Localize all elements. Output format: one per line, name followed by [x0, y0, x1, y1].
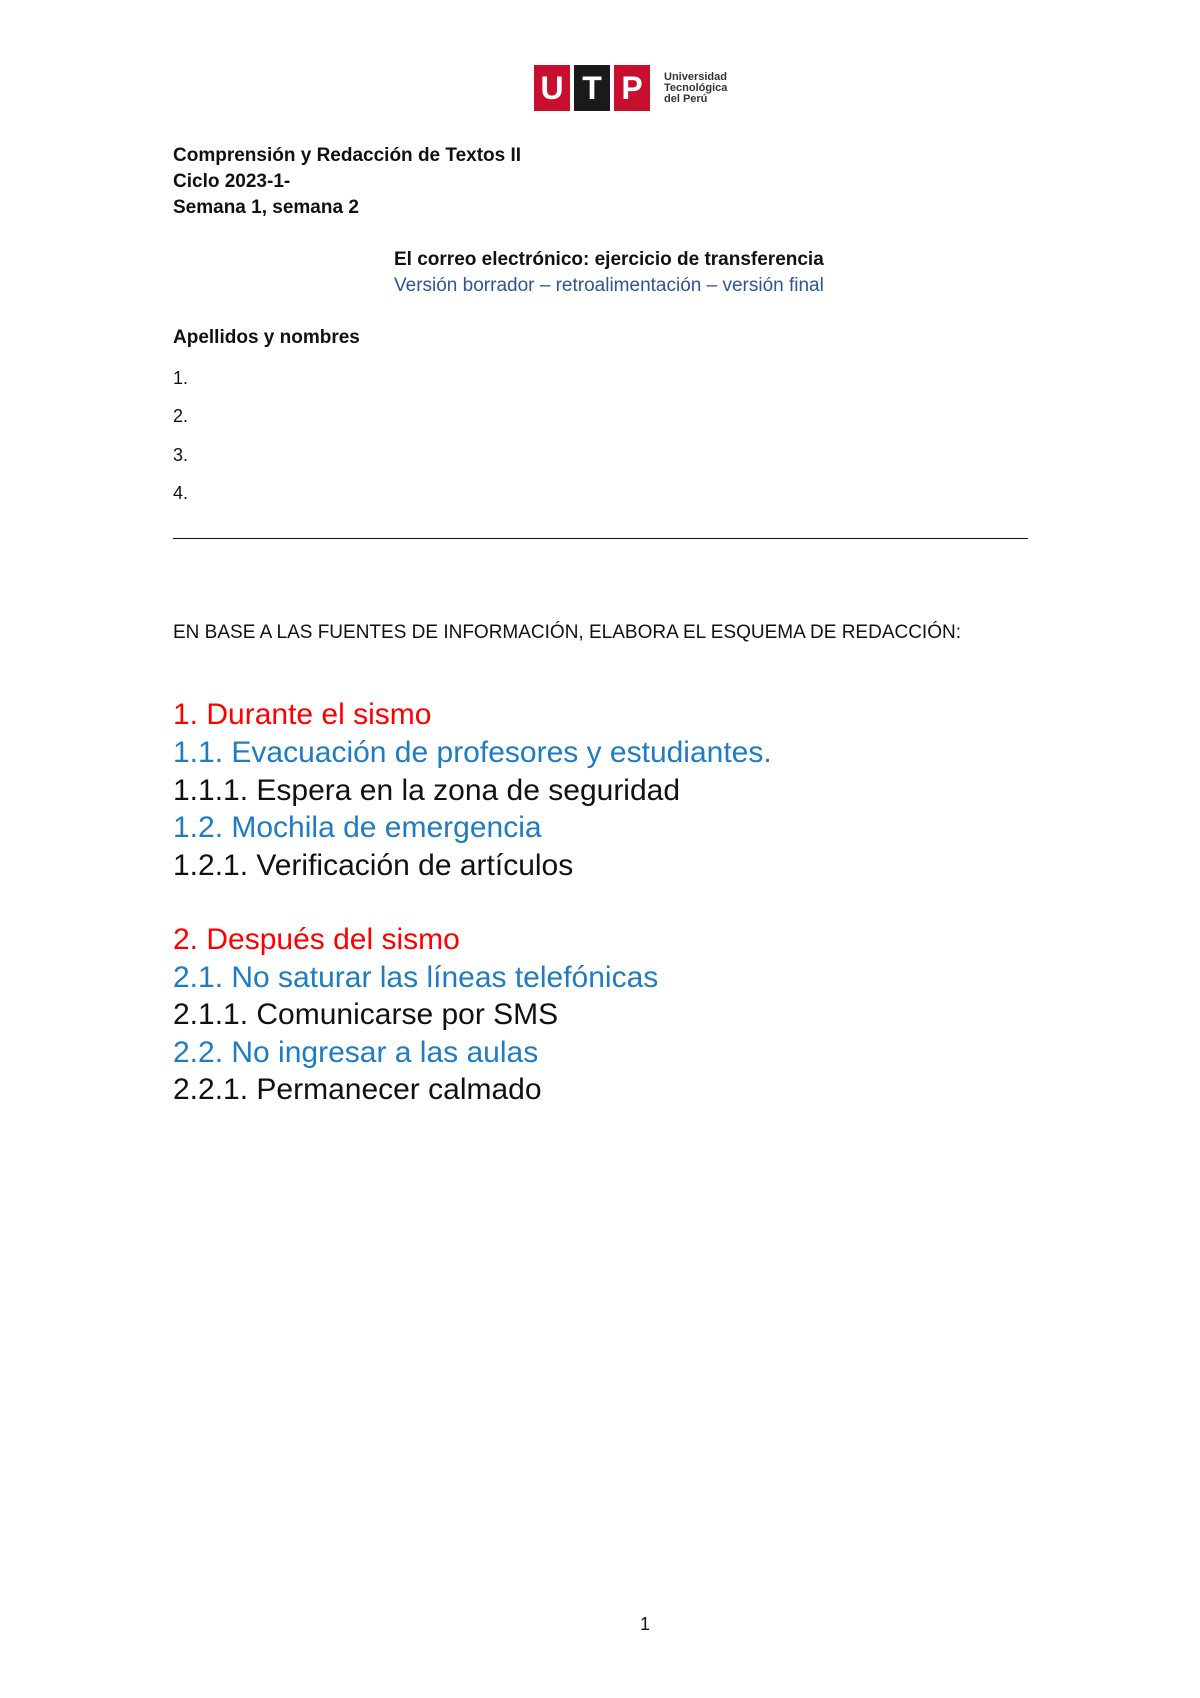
page-number: 1 [640, 1614, 651, 1634]
name-entry-4: 4. [173, 483, 189, 503]
name-entry-3: 3. [173, 445, 189, 465]
names-label: Apellidos y nombres [173, 327, 360, 348]
logo-subtitle-line: del Perú [664, 92, 708, 105]
outline-item-level2: 1.1. Evacuación de profesores y estudiantes. [173, 736, 772, 769]
name-entry-1: 1. [173, 368, 189, 388]
course-title: Comprensión y Redacción de Textos II [173, 145, 522, 166]
logo-subtitle-line: Universidad [664, 70, 727, 83]
cycle-label: Ciclo 2023-1- [173, 171, 291, 192]
outline-item-level3: 2.1.1. Comunicarse por SMS [173, 998, 559, 1031]
outline-item-level2: 2.1. No saturar las líneas telefónicas [173, 961, 659, 994]
logo-subtitle [664, 72, 734, 105]
name-entry-2: 2. [173, 406, 189, 426]
document-subtitle: Versión borrador – retroalimentación – versión final [394, 275, 824, 296]
separator-line [173, 538, 1028, 539]
utp-logo [534, 65, 734, 111]
outline-item-level3: 2.2.1. Permanecer calmado [173, 1073, 542, 1106]
outline-item-level2: 1.2. Mochila de emergencia [173, 811, 542, 844]
outline-item-level3: 1.1.1. Espera en la zona de seguridad [173, 774, 681, 807]
logo-letter-p: P [614, 65, 650, 111]
logo-letter-u: U [534, 65, 570, 111]
outline-item-level1: 2. Después del sismo [173, 923, 460, 956]
instruction-text: EN BASE A LAS FUENTES DE INFORMACIÓN, ELABORA EL ESQUEMA DE REDACCIÓN: [173, 622, 961, 643]
weeks-label: Semana 1, semana 2 [173, 197, 359, 218]
document-title: El correo electrónico: ejercicio de transferencia [394, 249, 824, 270]
logo-letter-t: T [574, 65, 610, 111]
outline-item-level2: 2.2. No ingresar a las aulas [173, 1036, 539, 1069]
outline-item-level3: 1.2.1. Verificación de artículos [173, 849, 574, 882]
outline-item-level1: 1. Durante el sismo [173, 698, 432, 731]
logo-subtitle-line: Tecnológica [664, 81, 728, 94]
